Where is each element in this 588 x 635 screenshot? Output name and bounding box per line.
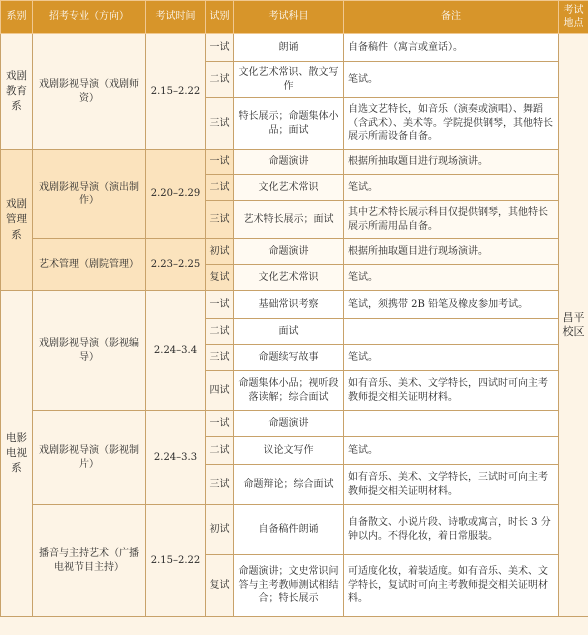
subject-cell: 艺术特长展示；面试 xyxy=(234,201,344,239)
table-row xyxy=(1,239,588,265)
note-cell xyxy=(344,411,559,437)
note-cell: 可适度化妆，着装适度。如有音乐、美术、文学特长，复试时可向主考教师提交相关证明材料。 xyxy=(344,555,559,617)
round-cell: 一试 xyxy=(206,411,234,437)
time-cell: 2.15–2.22 xyxy=(146,34,206,150)
note-cell: 笔试。 xyxy=(344,345,559,371)
subject-cell: 命题续写故事 xyxy=(234,345,344,371)
subject-cell: 命题演讲 xyxy=(234,150,344,175)
header-note: 备注 xyxy=(344,1,559,34)
round-cell: 一试 xyxy=(206,34,234,62)
subject-cell: 自备稿件朗诵 xyxy=(234,505,344,555)
table-row xyxy=(1,150,588,175)
time-cell: 2.23–2.25 xyxy=(146,239,206,291)
round-cell: 三试 xyxy=(206,345,234,371)
table-row xyxy=(1,505,588,555)
subject-cell: 命题辩论；综合面试 xyxy=(234,465,344,505)
table-row xyxy=(1,34,588,62)
header-time: 考试时间 xyxy=(146,1,206,34)
note-cell: 其中艺术特长展示科目仅提供钢琴，其他特长展示所需用品自备。 xyxy=(344,201,559,239)
round-cell: 初试 xyxy=(206,505,234,555)
subject-cell: 议论文写作 xyxy=(234,437,344,465)
subject-cell: 命题集体小品；视听段落读解；综合面试 xyxy=(234,371,344,411)
round-cell: 一试 xyxy=(206,150,234,175)
round-cell: 初试 xyxy=(206,239,234,265)
note-cell: 自备稿件（寓言或童话）。 xyxy=(344,34,559,62)
note-cell: 如有音乐、美术、文学特长，四试时可向主考教师提交相关证明材料。 xyxy=(344,371,559,411)
location-cell: 昌平校区 xyxy=(559,34,588,617)
note-cell: 笔试。 xyxy=(344,437,559,465)
dept-cell: 电影电视系 xyxy=(1,291,33,617)
note-cell: 笔试，须携带 2B 铅笔及橡皮参加考试。 xyxy=(344,291,559,319)
header-dept: 系别 xyxy=(1,1,33,34)
note-cell: 自选文艺特长，如音乐（演奏或演唱）、舞蹈（含武术）、美术等。学院提供钢琴，其他特长展示所需设备自备。 xyxy=(344,98,559,150)
table-row xyxy=(1,411,588,437)
major-cell: 戏剧影视导演（影视制片） xyxy=(33,411,146,505)
note-cell: 如有音乐、美术、文学特长，三试时可向主考教师提交相关证明材料。 xyxy=(344,465,559,505)
subject-cell: 特长展示；命题集体小品；面试 xyxy=(234,98,344,150)
major-cell: 艺术管理（剧院管理） xyxy=(33,239,146,291)
round-cell: 三试 xyxy=(206,201,234,239)
subject-cell: 命题演讲；文史常识问答与主考教师测试相结合；特长展示 xyxy=(234,555,344,617)
note-cell: 笔试。 xyxy=(344,175,559,201)
header-subject: 考试科目 xyxy=(234,1,344,34)
header-location: 考试地点 xyxy=(559,1,588,34)
subject-cell: 命题演讲 xyxy=(234,411,344,437)
dept-cell: 戏剧教育系 xyxy=(1,34,33,150)
time-cell: 2.24–3.3 xyxy=(146,411,206,505)
subject-cell: 文化艺术常识、散文写作 xyxy=(234,62,344,98)
major-cell: 戏剧影视导演（戏剧师资） xyxy=(33,34,146,150)
major-cell: 戏剧影视导演（影视编导） xyxy=(33,291,146,411)
header-round: 试别 xyxy=(206,1,234,34)
subject-cell: 命题演讲 xyxy=(234,239,344,265)
round-cell: 三试 xyxy=(206,98,234,150)
time-cell: 2.20–2.29 xyxy=(146,150,206,239)
round-cell: 三试 xyxy=(206,465,234,505)
round-cell: 二试 xyxy=(206,319,234,345)
subject-cell: 面试 xyxy=(234,319,344,345)
time-cell: 2.15–2.22 xyxy=(146,505,206,617)
note-cell xyxy=(344,319,559,345)
round-cell: 一试 xyxy=(206,291,234,319)
header-row xyxy=(1,1,588,34)
round-cell: 二试 xyxy=(206,437,234,465)
dept-cell: 戏剧管理系 xyxy=(1,150,33,291)
note-cell: 根据所抽取题目进行现场演讲。 xyxy=(344,239,559,265)
major-cell: 戏剧影视导演（演出制作） xyxy=(33,150,146,239)
table-row xyxy=(1,291,588,319)
note-cell: 根据所抽取题目进行现场演讲。 xyxy=(344,150,559,175)
round-cell: 二试 xyxy=(206,175,234,201)
round-cell: 复试 xyxy=(206,265,234,291)
subject-cell: 文化艺术常识 xyxy=(234,265,344,291)
header-major: 招考专业（方向） xyxy=(33,1,146,34)
major-cell: 播音与主持艺术（广播电视节目主持） xyxy=(33,505,146,617)
time-cell: 2.24–3.4 xyxy=(146,291,206,411)
note-cell: 自备散文、小说片段、诗歌或寓言，时长 3 分钟以内。不得化妆，着日常服装。 xyxy=(344,505,559,555)
subject-cell: 基础常识考察 xyxy=(234,291,344,319)
round-cell: 四试 xyxy=(206,371,234,411)
round-cell: 复试 xyxy=(206,555,234,617)
subject-cell: 文化艺术常识 xyxy=(234,175,344,201)
note-cell: 笔试。 xyxy=(344,265,559,291)
subject-cell: 朗诵 xyxy=(234,34,344,62)
note-cell: 笔试。 xyxy=(344,62,559,98)
round-cell: 二试 xyxy=(206,62,234,98)
